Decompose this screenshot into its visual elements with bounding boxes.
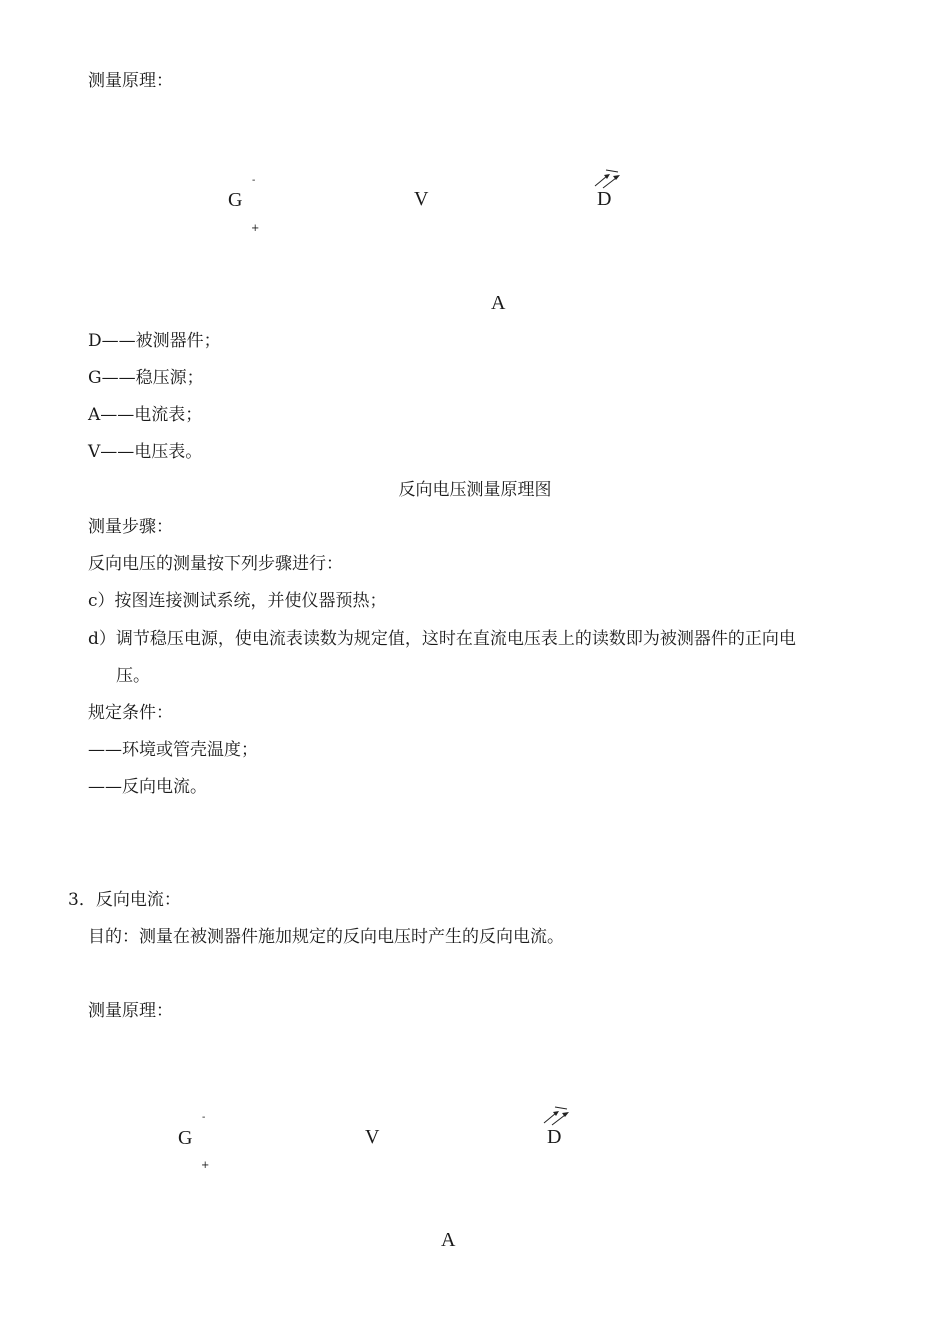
step-c: c）按图连接测试系统，并使仪器预热； <box>88 591 387 611</box>
purpose-text: 目的：测量在被测器件施加规定的反向电压时产生的反向电流。 <box>88 927 564 947</box>
section-heading: 3．反向电流： <box>68 890 181 910</box>
conditions-label: 规定条件： <box>88 703 173 723</box>
condition-reverse-current: ——反向电流。 <box>88 777 207 797</box>
legend-item-d: D——被测器件； <box>88 331 221 351</box>
diagram-label-d: D <box>547 1126 562 1148</box>
step-d-line1: d）调节稳压电源，使电流表读数为规定值，这时在直流电压表上的读数即为被测器件的正向电 <box>88 629 796 649</box>
diagram-label-v: V <box>365 1126 380 1148</box>
legend-item-g: G——稳压源； <box>88 368 204 388</box>
principle-label-2: 测量原理： <box>88 1001 173 1021</box>
diagram-plus-sign: + <box>201 1160 210 1171</box>
diagram-plus-sign: + <box>251 223 260 234</box>
diagram-label-a: A <box>441 1229 456 1251</box>
legend-item-a: A——电流表； <box>88 405 203 425</box>
steps-intro: 反向电压的测量按下列步骤进行： <box>88 554 343 574</box>
diagram-label-v: V <box>414 188 429 210</box>
diagram-minus-sign: - <box>252 175 256 186</box>
diagram-label-a: A <box>491 292 506 314</box>
diagram-caption: 反向电压测量原理图 <box>398 480 552 500</box>
principle-label: 测量原理： <box>88 71 173 91</box>
diagram-label-g: G <box>228 189 243 211</box>
steps-label: 测量步骤： <box>88 517 173 537</box>
condition-temperature: ——环境或管壳温度； <box>88 740 258 760</box>
step-d-line2: 压。 <box>116 666 150 686</box>
diagram-label-g: G <box>178 1127 193 1149</box>
light-emitting-diode-icon <box>592 166 624 190</box>
diagram-minus-sign: - <box>202 1112 206 1123</box>
light-emitting-diode-icon <box>541 1103 573 1127</box>
diagram-label-d: D <box>597 188 612 210</box>
legend-item-v: V——电压表。 <box>88 442 203 462</box>
